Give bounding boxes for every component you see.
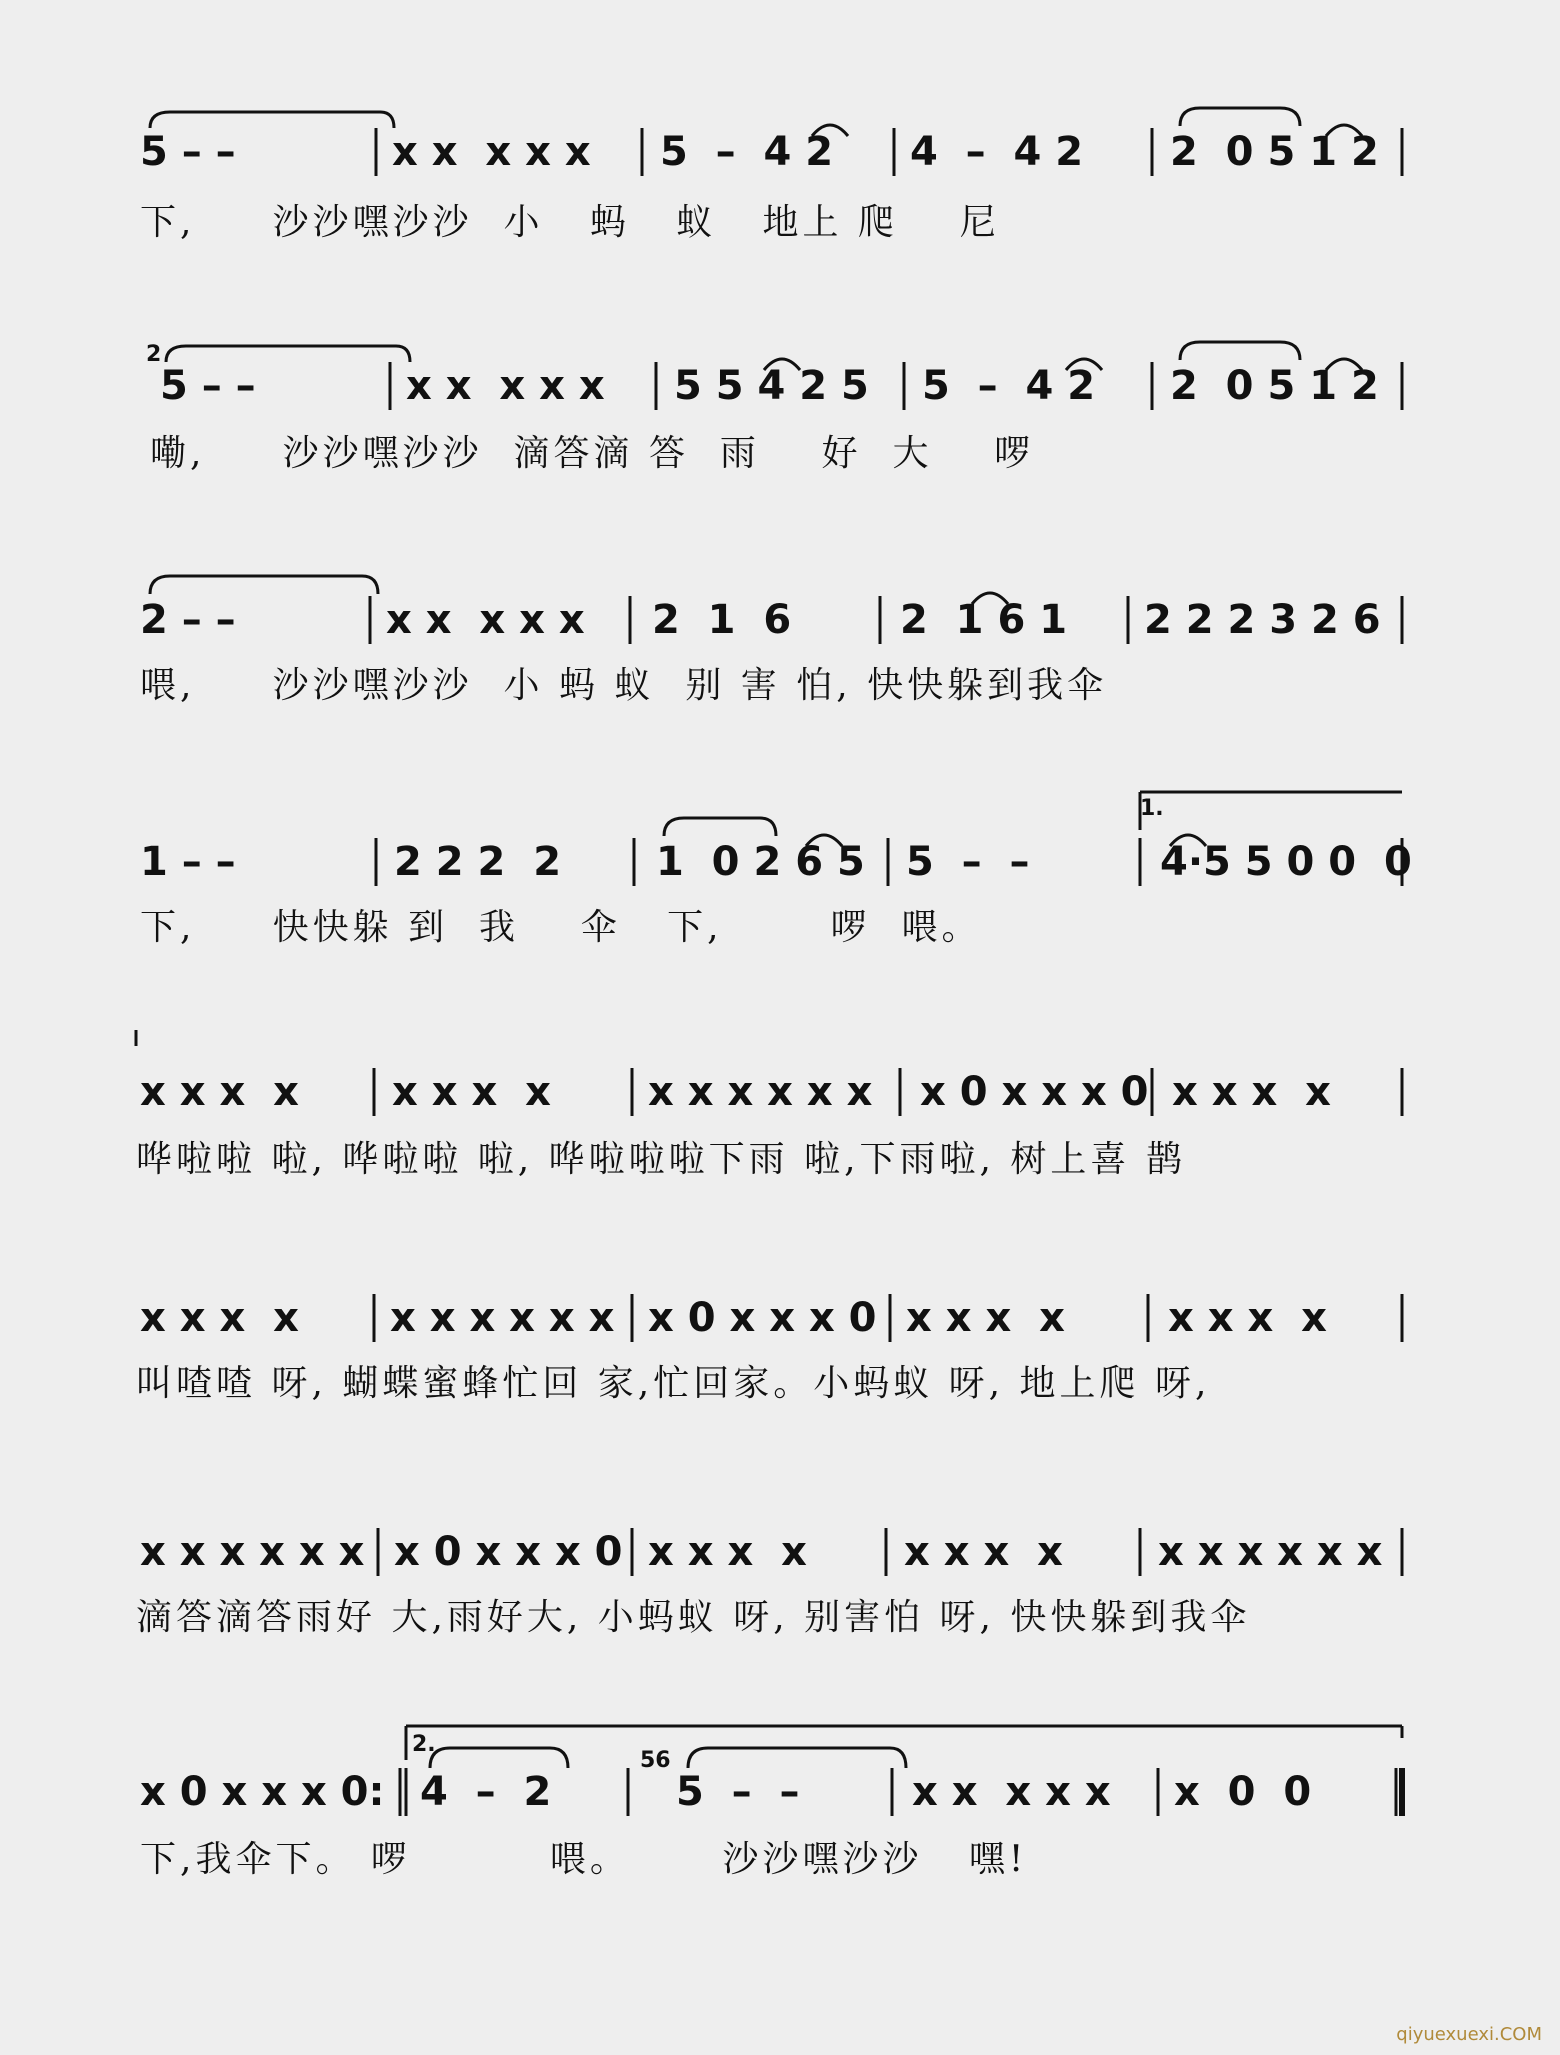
lyrics-line: 哗啦啦 啦, 哗啦啦 啦, 哗啦啦啦下雨 啦,下雨啦, 树上喜 鹊 [136,1139,1186,1180]
measure-2: x 0 x x x 0 [394,1529,623,1575]
lyrics-line: 下, 沙沙嘿沙沙 小 蚂 蚁 地上 爬 尼 [140,202,1000,243]
slur [688,1748,906,1768]
slur [1066,359,1102,370]
measure-4: 2 1 6 1 [900,597,1068,643]
slur [430,1748,568,1768]
slur [806,835,842,846]
measure-2: 2 2 2 2 [394,839,562,885]
slur [972,593,1008,604]
measure-3: 5 – 4 2 [660,129,834,175]
slur [150,112,394,128]
measure-3: 5 – – [676,1769,800,1815]
slur [1170,835,1206,846]
measure-2: x x x x x x [390,1295,615,1341]
volta-2-label: 2. [412,1732,436,1757]
measure-2: x x x x x [386,597,585,643]
grace-note: 56 [640,1748,671,1773]
measure-3: x x x x x x [648,1069,873,1115]
slur [812,125,848,136]
lyrics-line: 嘞, 沙沙嘿沙沙 滴答滴 答 雨 好 大 啰 [150,433,1035,474]
measure-5: x x x x [1172,1069,1331,1115]
measure-2: x x x x [392,1069,551,1115]
measure-2: x x x x x [392,129,591,175]
measure-1: x x x x [140,1295,299,1341]
lyrics-line: 喂, 沙沙嘿沙沙 小 蚂 蚁 别 害 怕, 快快躲到我伞 [140,665,1108,706]
slur [664,818,776,836]
slur [1326,359,1362,370]
measure-2: x x x x x [406,363,605,409]
watermark: qiyuexuexi.COM [1396,2024,1542,2045]
volta-1-label: 1. [1140,796,1164,821]
measure-4: 5 – – [906,839,1030,885]
measure-5: 4·5 5 0 0 0 [1160,839,1412,885]
slur [764,359,800,370]
measure-5: 2 0 5 1 2 [1170,129,1379,175]
measure-1: x 0 x x x 0: [140,1769,385,1815]
measure-3: x x x x [648,1529,807,1575]
measure-3: x 0 x x x 0 [648,1295,877,1341]
measure-3: 1 0 2 6 5 [656,839,865,885]
measure-4: 4 – 4 2 [910,129,1084,175]
lyrics-line: 滴答滴答雨好 大,雨好大, 小蚂蚁 呀, 别害怕 呀, 快快躲到我伞 [136,1597,1251,1638]
slur [1180,342,1300,360]
slur [150,576,378,594]
measure-1: 5 – – [140,129,236,175]
measure-1: 5 – – [160,363,256,409]
measure-1: x x x x x x [140,1529,365,1575]
measure-5: x x x x [1168,1295,1327,1341]
measure-5: 2 0 5 1 2 [1170,363,1379,409]
measure-4: x x x x x [912,1769,1111,1815]
lyrics-line: 下, 快快躲 到 我 伞 下, 啰 喂。 [140,907,982,948]
slur [166,346,410,362]
measure-5: 2 2 2 3 2 6 [1144,597,1381,643]
measure-1: 1 – – [140,839,236,885]
measure-4: x x x x [906,1295,1065,1341]
measure-1: 2 – – [140,597,236,643]
slur [1180,108,1300,126]
measure-4: 5 – 4 2 [922,363,1096,409]
measure-3: 2 1 6 [652,597,792,643]
slur [1326,125,1362,136]
measure-5: x 0 0 [1174,1769,1312,1815]
lyrics-line: 下,我伞下。 啰 喂。 沙沙嘿沙沙 嘿! [140,1839,1028,1880]
lyrics-line: 叫喳喳 呀, 蝴蝶蜜蜂忙回 家,忙回家。小蚂蚁 呀, 地上爬 呀, [136,1363,1211,1404]
measure-3: 5 5 4 2 5 [674,363,869,409]
measure-4: x 0 x x x 0 [920,1069,1149,1115]
grace-note: 2 [146,342,162,367]
measure-4: x x x x [904,1529,1063,1575]
measure-5: x x x x x x [1158,1529,1383,1575]
measure-2: 4 – 2 [420,1769,552,1815]
measure-1: x x x x [140,1069,299,1115]
